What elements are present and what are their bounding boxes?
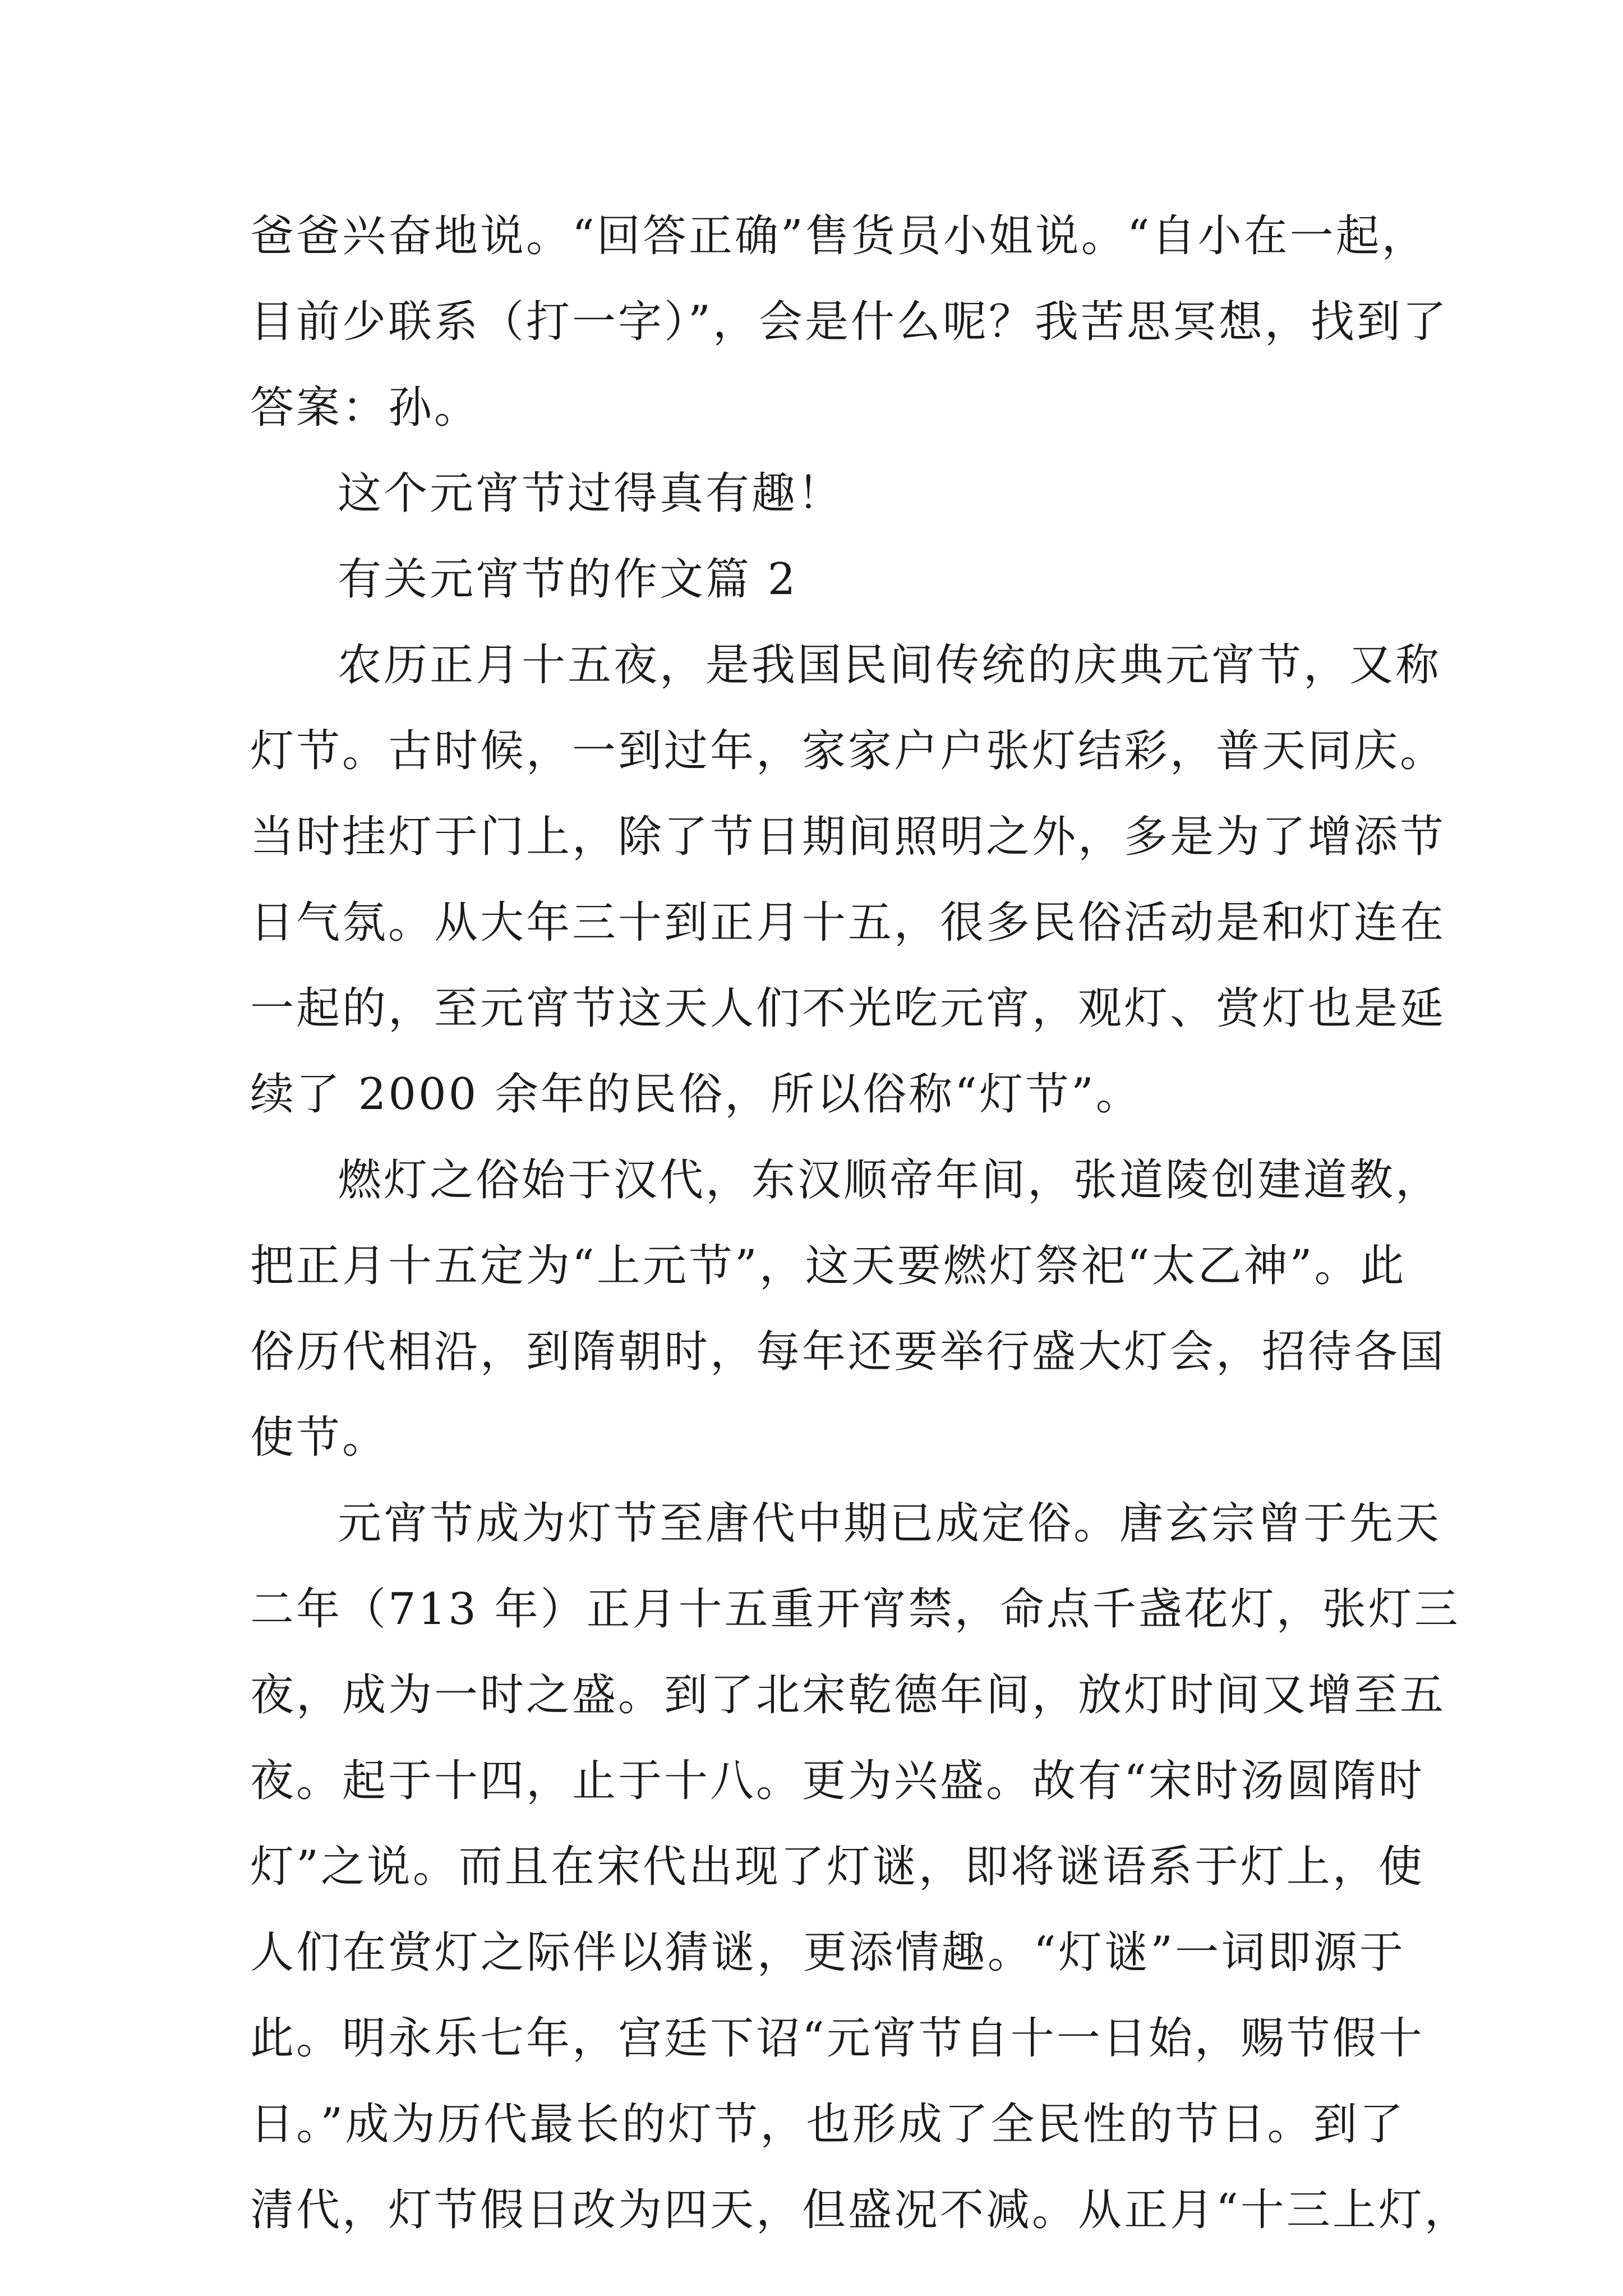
text-line: 此。明永乐七年，宫廷下诏“元宵节自十一日始，赐节假十: [250, 2013, 1424, 2064]
text-line: 把正月十五定为“上元节”，这天要燃灯祭祀“太乙神”。此: [250, 1241, 1407, 1291]
text-line: 使节。: [250, 1412, 389, 1463]
text-line: 一起的，至元宵节这天人们不光吃元宵，观灯、赏灯也是延: [250, 983, 1446, 1034]
paragraph-first-line: 元宵节成为灯节至唐代中期已成定俗。唐玄宗曾于先天: [338, 1498, 1442, 1549]
text-line: 灯节。古时候，一到过年，家家户户张灯结彩，普天同庆。: [250, 726, 1446, 776]
text-line: 日。”成为历代最长的灯节，也形成了全民性的节日。到了: [250, 2099, 1405, 2150]
paragraph-first-line: 农历正月十五夜，是我国民间传统的庆典元宵节，又称: [338, 640, 1442, 691]
text-line: 当时挂灯于门上，除了节日期间照明之外，多是为了增添节: [250, 812, 1446, 862]
text-line: 夜。起于十四，止于十八。更为兴盛。故有“宋时汤圆隋时: [250, 1756, 1424, 1806]
text-line: 二年（713 年）正月十五重开宵禁，命点千盏花灯，张灯三: [250, 1584, 1460, 1635]
text-line: 俗历代相沿，到隋朝时，每年还要举行盛大灯会，招待各国: [250, 1327, 1446, 1377]
text-line: 夜，成为一时之盛。到了北宋乾德年间，放灯时间又增至五: [250, 1670, 1446, 1720]
text-line: 续了 2000 余年的民俗，所以俗称“灯节”。: [250, 1069, 1142, 1120]
text-line: 目前少联系（打一字）”，会是什么呢？我苦思冥想，找到了: [250, 297, 1449, 347]
paragraph-first-line: 燃灯之俗始于汉代，东汉顺帝年间，张道陵创建道教，: [338, 1155, 1442, 1205]
text-line: 灯”之说。而且在宋代出现了灯谜，即将谜语系于灯上，使: [250, 1842, 1424, 1892]
text-line: 人们在赏灯之际伴以猜谜，更添情趣。“灯谜”一词即源于: [250, 1927, 1405, 1978]
section-heading: 有关元宵节的作文篇 2: [338, 554, 798, 605]
text-line: 日气氛。从大年三十到正月十五，很多民俗活动是和灯连在: [250, 898, 1446, 948]
text-line: 答案：孙。: [250, 383, 481, 433]
body-text: [250, 194, 1470, 2253]
text-line: 爸爸兴奋地说。“回答正确”售货员小姐说。“自小在一起，: [250, 211, 1428, 261]
text-line: 清代，灯节假日改为四天，但盛况不减。从正月“十三上灯，: [250, 2185, 1470, 2235]
paragraph-first-line: 这个元宵节过得真有趣！: [338, 468, 844, 519]
